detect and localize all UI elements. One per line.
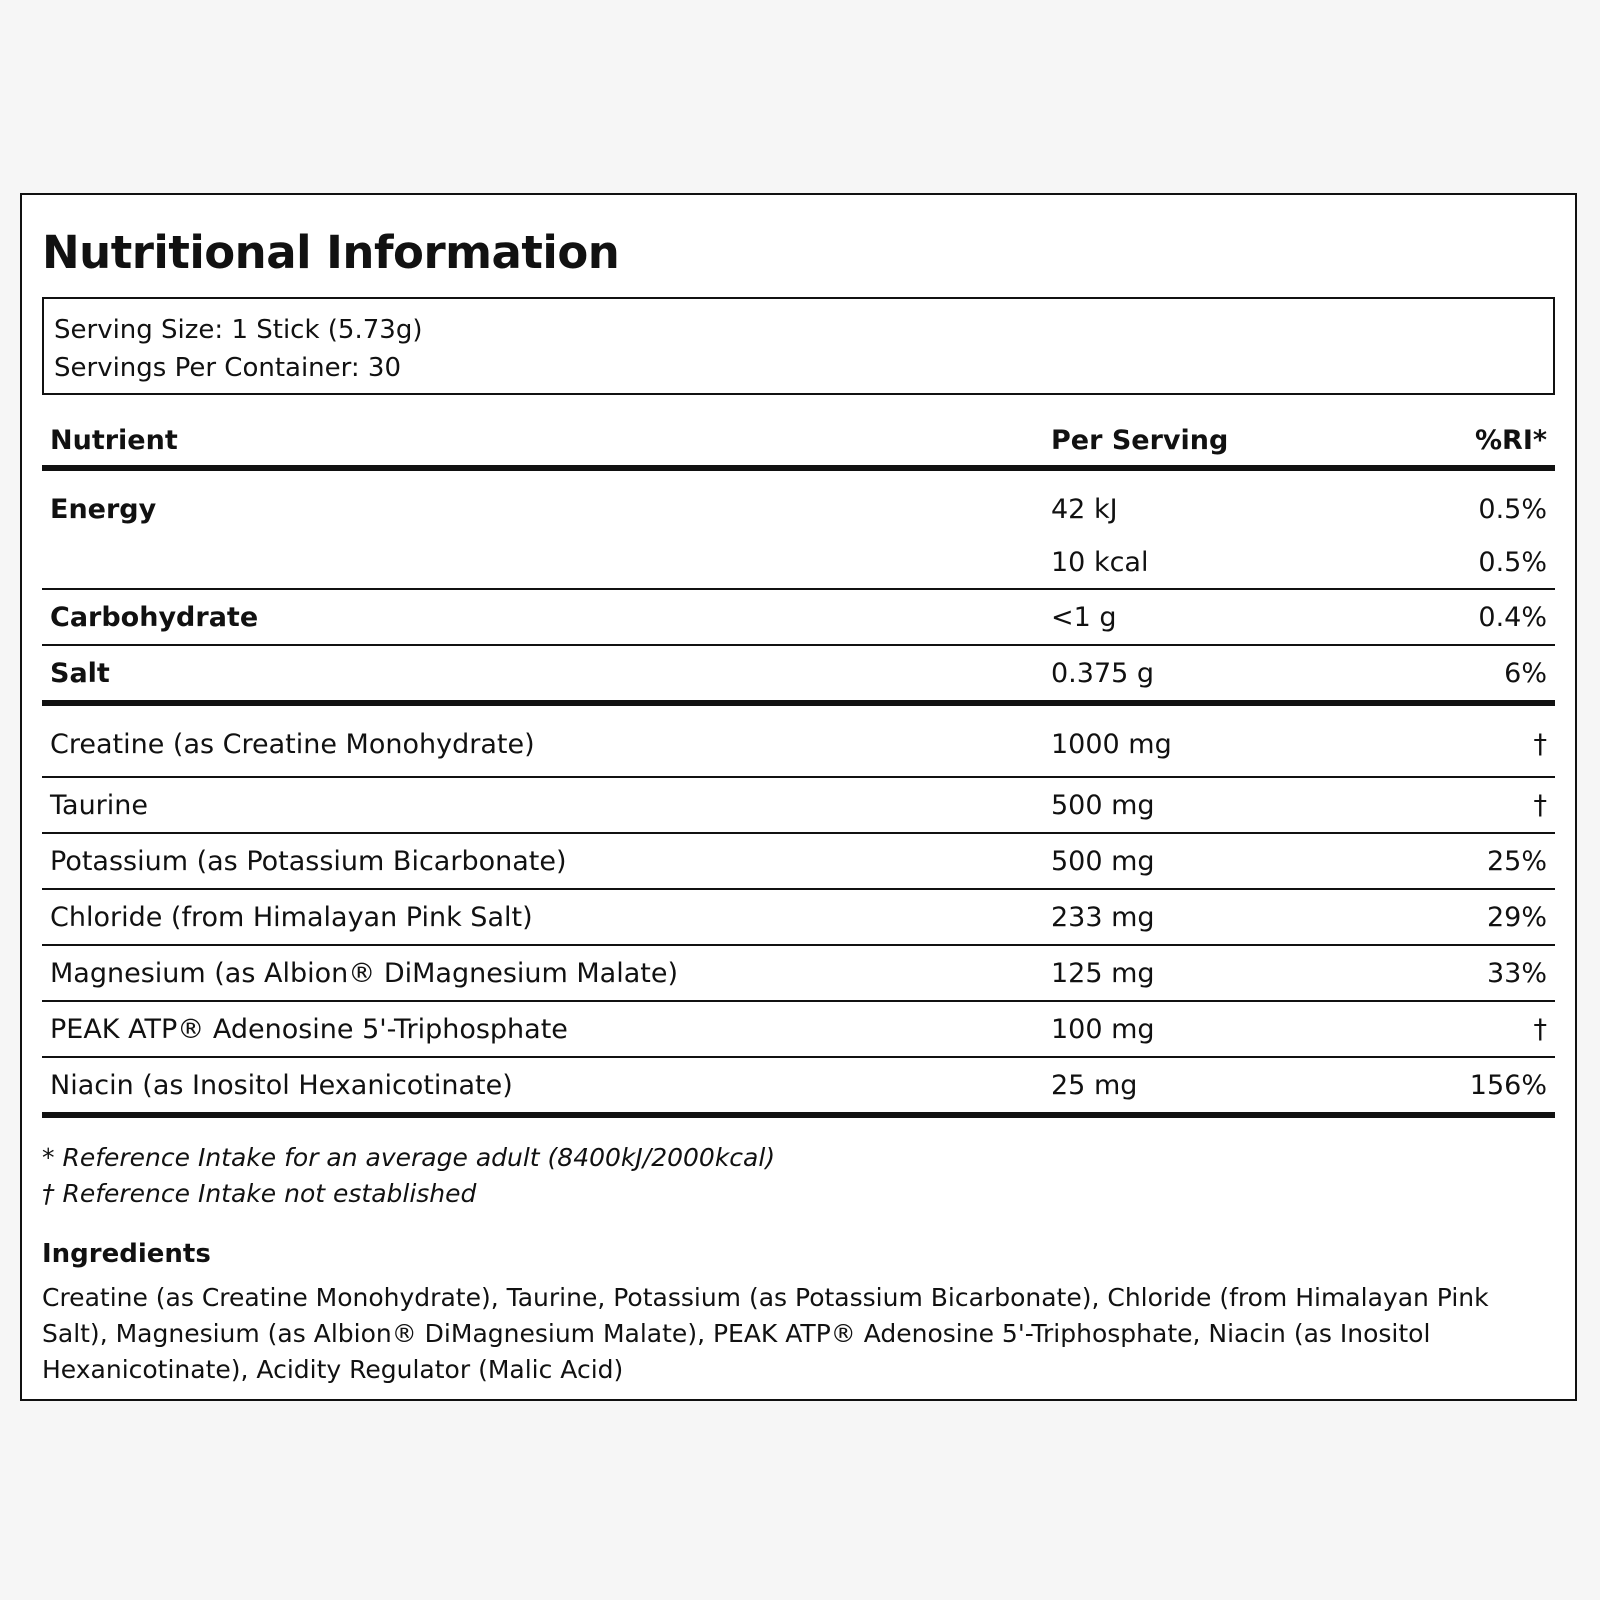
table-row bbox=[42, 889, 1555, 945]
table-header-row bbox=[42, 415, 1555, 468]
nutrient-name: Carbohydrate bbox=[42, 589, 1043, 645]
nutrient-amount: 10 kcal bbox=[1043, 536, 1419, 589]
nutrient-amount: 0.375 g bbox=[1043, 645, 1419, 703]
nutrient-amount: 42 kJ bbox=[1051, 494, 1118, 525]
header-per-serving: Per Serving bbox=[1043, 415, 1419, 468]
nutrient-ri: 0.4% bbox=[1419, 589, 1555, 645]
nutrient-name-empty bbox=[42, 536, 1043, 589]
header-nutrient: Nutrient bbox=[42, 415, 1043, 468]
nutrient-name: Salt bbox=[42, 645, 1043, 703]
ingredient-amount: 500 mg bbox=[1043, 833, 1419, 889]
table-row-salt bbox=[42, 645, 1555, 703]
serving-size: Serving Size: 1 Stick (5.73g) bbox=[54, 315, 423, 345]
table-row bbox=[42, 945, 1555, 1001]
ingredient-name: Niacin (as Inositol Hexanicotinate) bbox=[42, 1057, 1043, 1115]
ingredient-name: Magnesium (as Albion® DiMagnesium Malate) bbox=[42, 945, 1043, 1001]
nutrition-table bbox=[42, 415, 1555, 1118]
ingredient-ri: 156% bbox=[1419, 1057, 1555, 1115]
ingredient-ri: † bbox=[1419, 777, 1555, 833]
footnote-ri: * Reference Intake for an average adult (8400kJ/2000kcal) bbox=[42, 1143, 776, 1172]
servings-per-container: Servings Per Container: 30 bbox=[54, 353, 402, 383]
ingredient-amount: 500 mg bbox=[1043, 777, 1419, 833]
nutrient-amount: <1 g bbox=[1043, 589, 1419, 645]
nutrient-name: Energy bbox=[50, 494, 157, 525]
ingredients-text: Creatine (as Creatine Monohydrate), Taurine, Potassium (as Potassium Bicarbonate), Chloride (from Himalayan Pink Salt), Magnesium (as Albion® DiMagnesium Malate), PEAK ATP® Adenosine 5'-Triphosphate, Niacin (as Inositol Hexanicotinate), Acidity Regulator (Malic Acid) bbox=[42, 1283, 1489, 1384]
footnote-dagger: † Reference Intake not established bbox=[42, 1179, 477, 1208]
ingredient-ri: 33% bbox=[1419, 945, 1555, 1001]
table-row bbox=[42, 833, 1555, 889]
nutrient-ri: 0.5% bbox=[1478, 494, 1547, 525]
page-title: Nutritional Information bbox=[42, 226, 620, 279]
header-ri: %RI* bbox=[1419, 415, 1555, 468]
footnotes bbox=[42, 1140, 1555, 1212]
table-row bbox=[42, 703, 1555, 777]
table-row bbox=[42, 1057, 1555, 1115]
ingredient-amount: 100 mg bbox=[1043, 1001, 1419, 1057]
table-row-energy-kcal bbox=[42, 536, 1555, 589]
ingredient-ri: 29% bbox=[1419, 889, 1555, 945]
table-row bbox=[42, 1001, 1555, 1057]
table-row-energy-kj bbox=[42, 468, 1555, 536]
ingredient-ri: † bbox=[1419, 1001, 1555, 1057]
ingredient-ri: † bbox=[1419, 703, 1555, 777]
ingredient-name: Taurine bbox=[42, 777, 1043, 833]
ingredient-amount: 233 mg bbox=[1043, 889, 1419, 945]
ingredient-amount: 125 mg bbox=[1043, 945, 1419, 1001]
ingredients-heading: Ingredients bbox=[42, 1239, 211, 1269]
ingredient-name: Chloride (from Himalayan Pink Salt) bbox=[42, 889, 1043, 945]
ingredient-ri: 25% bbox=[1419, 833, 1555, 889]
nutrient-ri: 6% bbox=[1419, 645, 1555, 703]
ingredient-amount: 25 mg bbox=[1043, 1057, 1419, 1115]
ingredient-amount: 1000 mg bbox=[1043, 703, 1419, 777]
nutrition-label bbox=[20, 193, 1577, 1401]
ingredient-name: Creatine (as Creatine Monohydrate) bbox=[42, 703, 1043, 777]
table-row-carbohydrate bbox=[42, 589, 1555, 645]
nutrient-ri: 0.5% bbox=[1419, 536, 1555, 589]
ingredient-name: PEAK ATP® Adenosine 5'-Triphosphate bbox=[42, 1001, 1043, 1057]
ingredient-name: Potassium (as Potassium Bicarbonate) bbox=[42, 833, 1043, 889]
serving-info-box bbox=[42, 297, 1555, 395]
table-row bbox=[42, 777, 1555, 833]
